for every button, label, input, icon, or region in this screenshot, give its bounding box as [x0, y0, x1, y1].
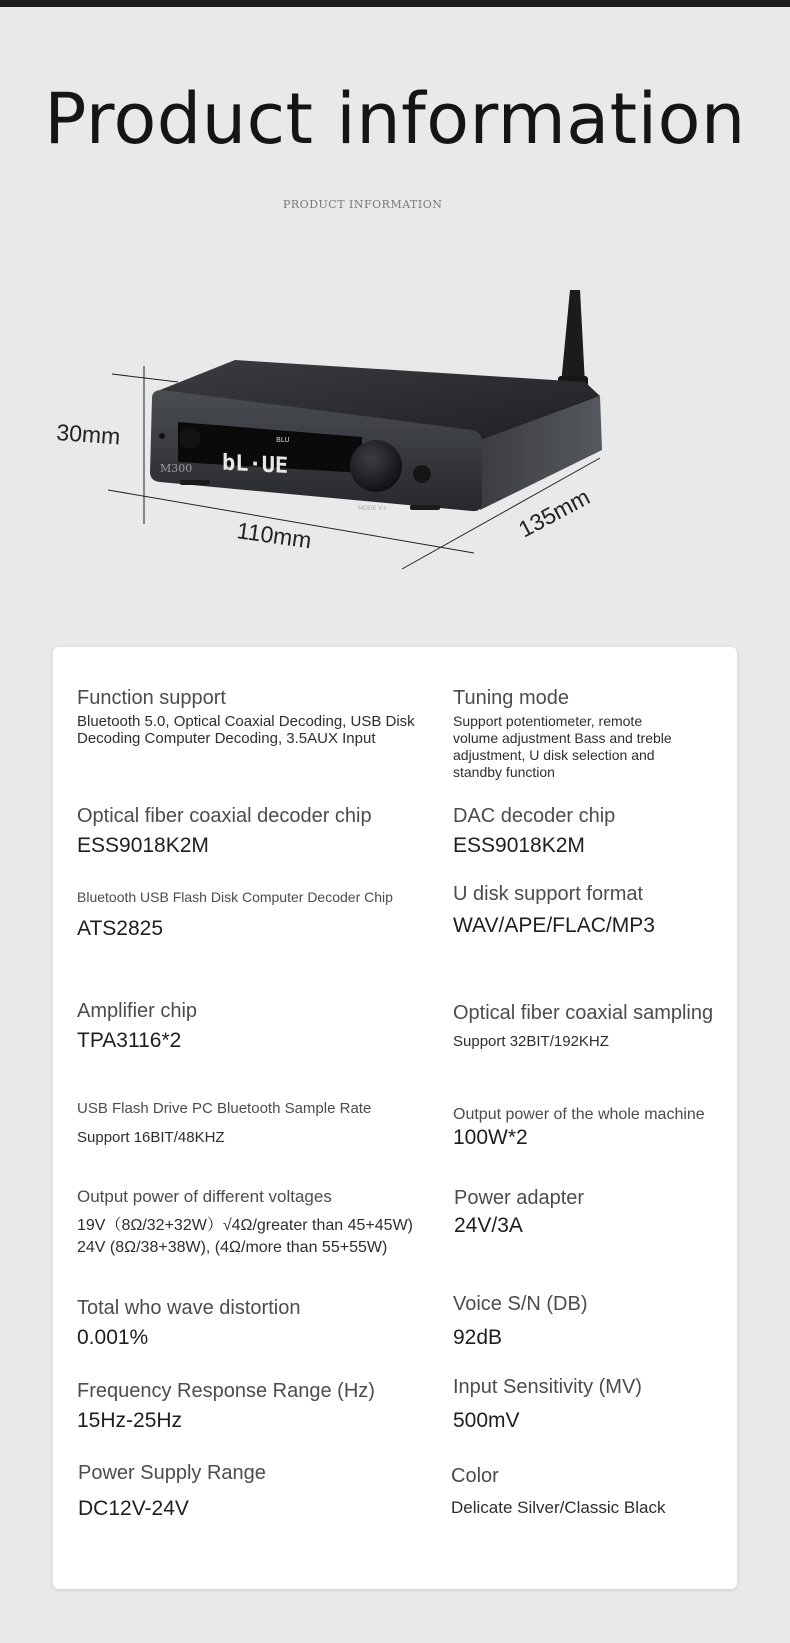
model-label: M300 — [160, 462, 193, 475]
spec-value: 92dB — [453, 1326, 503, 1349]
spec-value: 15Hz-25Hz — [77, 1409, 183, 1432]
spec-value: ESS9018K2M — [77, 834, 209, 857]
spec-label: USB Flash Drive PC Bluetooth Sample Rate — [77, 1100, 372, 1117]
spec-text: Bluetooth 5.0, Optical Coaxial Decoding, USB Disk Decoding Computer Decoding, 3.5AUX Input — [77, 713, 415, 747]
dim-height-label: 30mm — [55, 419, 122, 450]
spec-label: Input Sensitivity (MV) — [453, 1376, 642, 1398]
spec-label: Output power of different voltages — [77, 1187, 332, 1206]
spec-udisk-format — [453, 883, 655, 938]
spec-color — [451, 1465, 665, 1516]
spec-line: 19V（8Ω/32+32W）√4Ω/greater than 45+45W) — [77, 1217, 413, 1234]
spec-label: Tuning mode — [453, 687, 569, 709]
spec-label: Total who wave distortion — [77, 1297, 301, 1319]
spec-sensitivity — [453, 1376, 642, 1433]
spec-value: WAV/APE/FLAC/MP3 — [453, 914, 655, 937]
aux-jack — [159, 433, 165, 439]
display-small-text: BLU — [276, 436, 290, 444]
spec-value: 0.001% — [77, 1326, 149, 1349]
spec-label: Voice S/N (DB) — [453, 1293, 588, 1315]
spec-label: Power adapter — [454, 1187, 585, 1209]
page-title: Product information — [44, 78, 746, 160]
spec-value: TPA3116*2 — [77, 1029, 182, 1052]
spec-amp-chip — [77, 1000, 197, 1053]
spec-value: Support 32BIT/192KHZ — [453, 1033, 609, 1050]
spec-label: Optical fiber coaxial decoder chip — [77, 805, 372, 827]
spec-label: U disk support format — [453, 883, 644, 905]
display-text: bL·UE — [222, 450, 289, 480]
spec-output-power — [453, 1106, 705, 1150]
spec-label: Optical fiber coaxial sampling — [453, 1002, 714, 1024]
spec-value: 500mV — [453, 1409, 520, 1432]
spec-label: Frequency Response Range (Hz) — [77, 1380, 375, 1402]
spec-label: Function support — [77, 687, 226, 709]
spec-card — [53, 647, 737, 1589]
product-image — [40, 290, 680, 610]
jack-labels: MODE V+ — [358, 505, 388, 512]
spec-voltage-power — [77, 1187, 413, 1256]
spec-label: DAC decoder chip — [453, 805, 616, 827]
spec-label: Bluetooth USB Flash Disk Computer Decoder Chip — [77, 889, 393, 905]
spec-tuning — [453, 687, 683, 781]
spec-value: 24V/3A — [454, 1214, 523, 1237]
spec-label: Output power of the whole machine — [453, 1106, 705, 1123]
spec-value: Support 16BIT/48KHZ — [77, 1129, 225, 1146]
spec-optical-sampling — [453, 1002, 713, 1050]
spec-text: Support potentiometer, remote volume adjustment Bass and treble adjustment, U disk selection and standby function — [453, 713, 672, 780]
spec-value: ATS2825 — [77, 917, 163, 940]
spec-value: ESS9018K2M — [453, 834, 585, 857]
headphone-jack — [413, 465, 431, 483]
spec-function — [77, 687, 417, 747]
spec-label: Amplifier chip — [77, 1000, 198, 1022]
spec-supply — [78, 1462, 266, 1521]
spec-usb-rate — [77, 1100, 371, 1146]
volume-knob — [350, 440, 402, 492]
spec-dac-chip — [453, 805, 615, 858]
spec-freq — [77, 1380, 375, 1433]
spec-bt-chip — [77, 889, 393, 941]
page-subtitle: PRODUCT INFORMATION — [283, 198, 443, 211]
spec-line: 24V (8Ω/38+38W), (4Ω/more than 55+55W) — [77, 1239, 388, 1256]
spec-distortion — [77, 1297, 300, 1350]
dim-depth-label: 135mm — [514, 483, 595, 543]
antenna — [561, 290, 585, 384]
power-button — [179, 427, 201, 449]
spec-sn — [453, 1293, 587, 1350]
spec-value: DC12V-24V — [78, 1497, 189, 1520]
spec-label: Color — [451, 1465, 499, 1487]
dim-width-label: 110mm — [235, 517, 314, 554]
spec-value: Delicate Silver/Classic Black — [451, 1498, 666, 1517]
spec-value: 100W*2 — [453, 1126, 528, 1149]
top-border — [0, 0, 790, 7]
spec-label: Power Supply Range — [78, 1462, 266, 1484]
spec-adapter — [454, 1187, 584, 1238]
spec-optical-chip — [77, 805, 372, 858]
